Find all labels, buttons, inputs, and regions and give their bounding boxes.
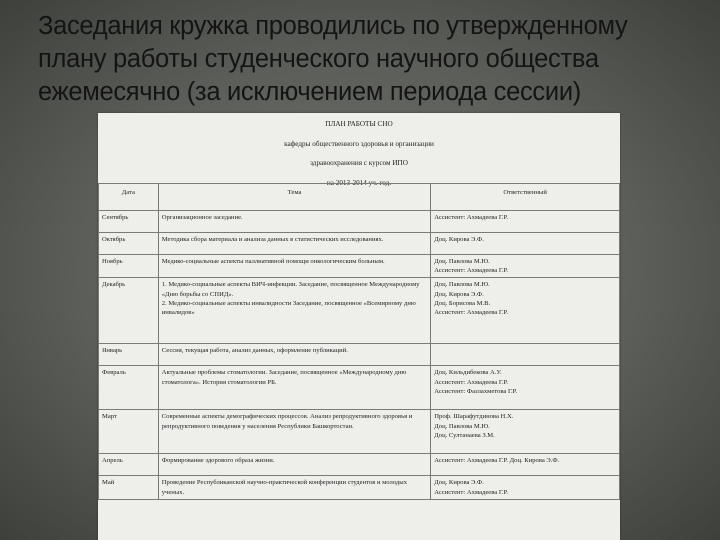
table-row [99, 233, 620, 255]
column-header-date: Дата [99, 184, 159, 211]
column-header-responsible: Ответственный [431, 184, 620, 211]
cell-date: Январь [99, 344, 159, 366]
cell-topic: Организационное заседание. [158, 211, 431, 233]
cell-topic: Формирование здорового образа жизни. [158, 454, 431, 476]
cell-date: Октябрь [99, 233, 159, 255]
cell-date: Сентябрь [99, 211, 159, 233]
table-row [99, 211, 620, 233]
cell-date: Апрель [99, 454, 159, 476]
table-row [99, 255, 620, 278]
cell-topic: Методика сбора материала и анализа данных в статистических исследованиях. [158, 233, 431, 255]
table-row [99, 476, 620, 500]
cell-date: Февраль [99, 366, 159, 410]
table-row [99, 410, 620, 454]
cell-topic: Современные аспекты демографических процессов. Анализ репродуктивного здоровья и репродуктивного поведения у населения Республики Башкортостан. [158, 410, 431, 454]
document-subheading-department: кафедры общественного здоровья и организации [284, 139, 434, 148]
document-page [98, 113, 620, 540]
cell-responsible: Доц. Павлова М.Ю. Доц. Кирова Э.Ф. Доц. Борисова М.В. Ассистент: Ахмадеева Г.Р. [431, 278, 620, 344]
cell-responsible: Ассистент: Ахмадеева Г.Р. [431, 211, 620, 233]
cell-responsible: Проф. Шарафутдинова Н.Х. Доц. Павлова М.Ю. Доц. Султанаева З.М. [431, 410, 620, 454]
cell-topic: Медико-социальные аспекты паллиативной помощи онкологическим больным. [158, 255, 431, 278]
cell-date: Март [99, 410, 159, 454]
plan-table [98, 183, 620, 500]
table-row [99, 278, 620, 344]
slide-title: Заседания кружка проводились по утвержденному плану работы студенческого научного общества ежемесячно (за исключением периода сессии) [38, 12, 628, 106]
table-row [99, 366, 620, 410]
cell-responsible: Ассистент: Ахмадеева Г.Р. Доц. Кирова Э.Ф. [431, 454, 620, 476]
table-row [99, 344, 620, 366]
cell-topic: Сессия, текущая работа, анализ данных, оформление публикаций. [158, 344, 431, 366]
cell-topic: Актуальные проблемы стоматологии. Заседание, посвященное «Международному дню стоматолога». История стоматологии РБ. [158, 366, 431, 410]
cell-responsible [431, 344, 620, 366]
cell-responsible: Доц. Павлова М.Ю. Ассистент: Ахмадеева Г.Р. [431, 255, 620, 278]
cell-date: Декабрь [99, 278, 159, 344]
cell-topic: 1. Медико-социальные аспекты ВИЧ-инфекции. Заседание, посвященное Международному «Дню борьбы со СПИД». 2. Медико-социальные аспекты инвалидности Заседание, посвященное «Всемирному дню инвалидов» [158, 278, 431, 344]
column-header-topic: Тема [158, 184, 431, 211]
document-heading: ПЛАН РАБОТЫ СНО [325, 120, 393, 128]
cell-responsible: Доц. Кильдибекова А.У. Ассистент: Ахмадеева Г.Р. Ассистент: Фазлахметова Г.Р. [431, 366, 620, 410]
cell-topic: Проведение Республиканской научно-практической конференции студентов и молодых ученых. [158, 476, 431, 500]
table-row [99, 454, 620, 476]
cell-responsible: Доц. Кирова Э.Ф. [431, 233, 620, 255]
document-subheading-year: на 2013-2014 уч. год. [326, 178, 392, 187]
cell-date: Май [99, 476, 159, 500]
document-subheading-course: здравоохранения с курсом ИПО [310, 159, 408, 167]
table-header-row [99, 184, 620, 211]
cell-date: Ноябрь [99, 255, 159, 278]
cell-responsible: Доц. Кирова Э.Ф. Ассистент: Ахмадеева Г.Р. [431, 476, 620, 500]
table-body [99, 211, 620, 500]
